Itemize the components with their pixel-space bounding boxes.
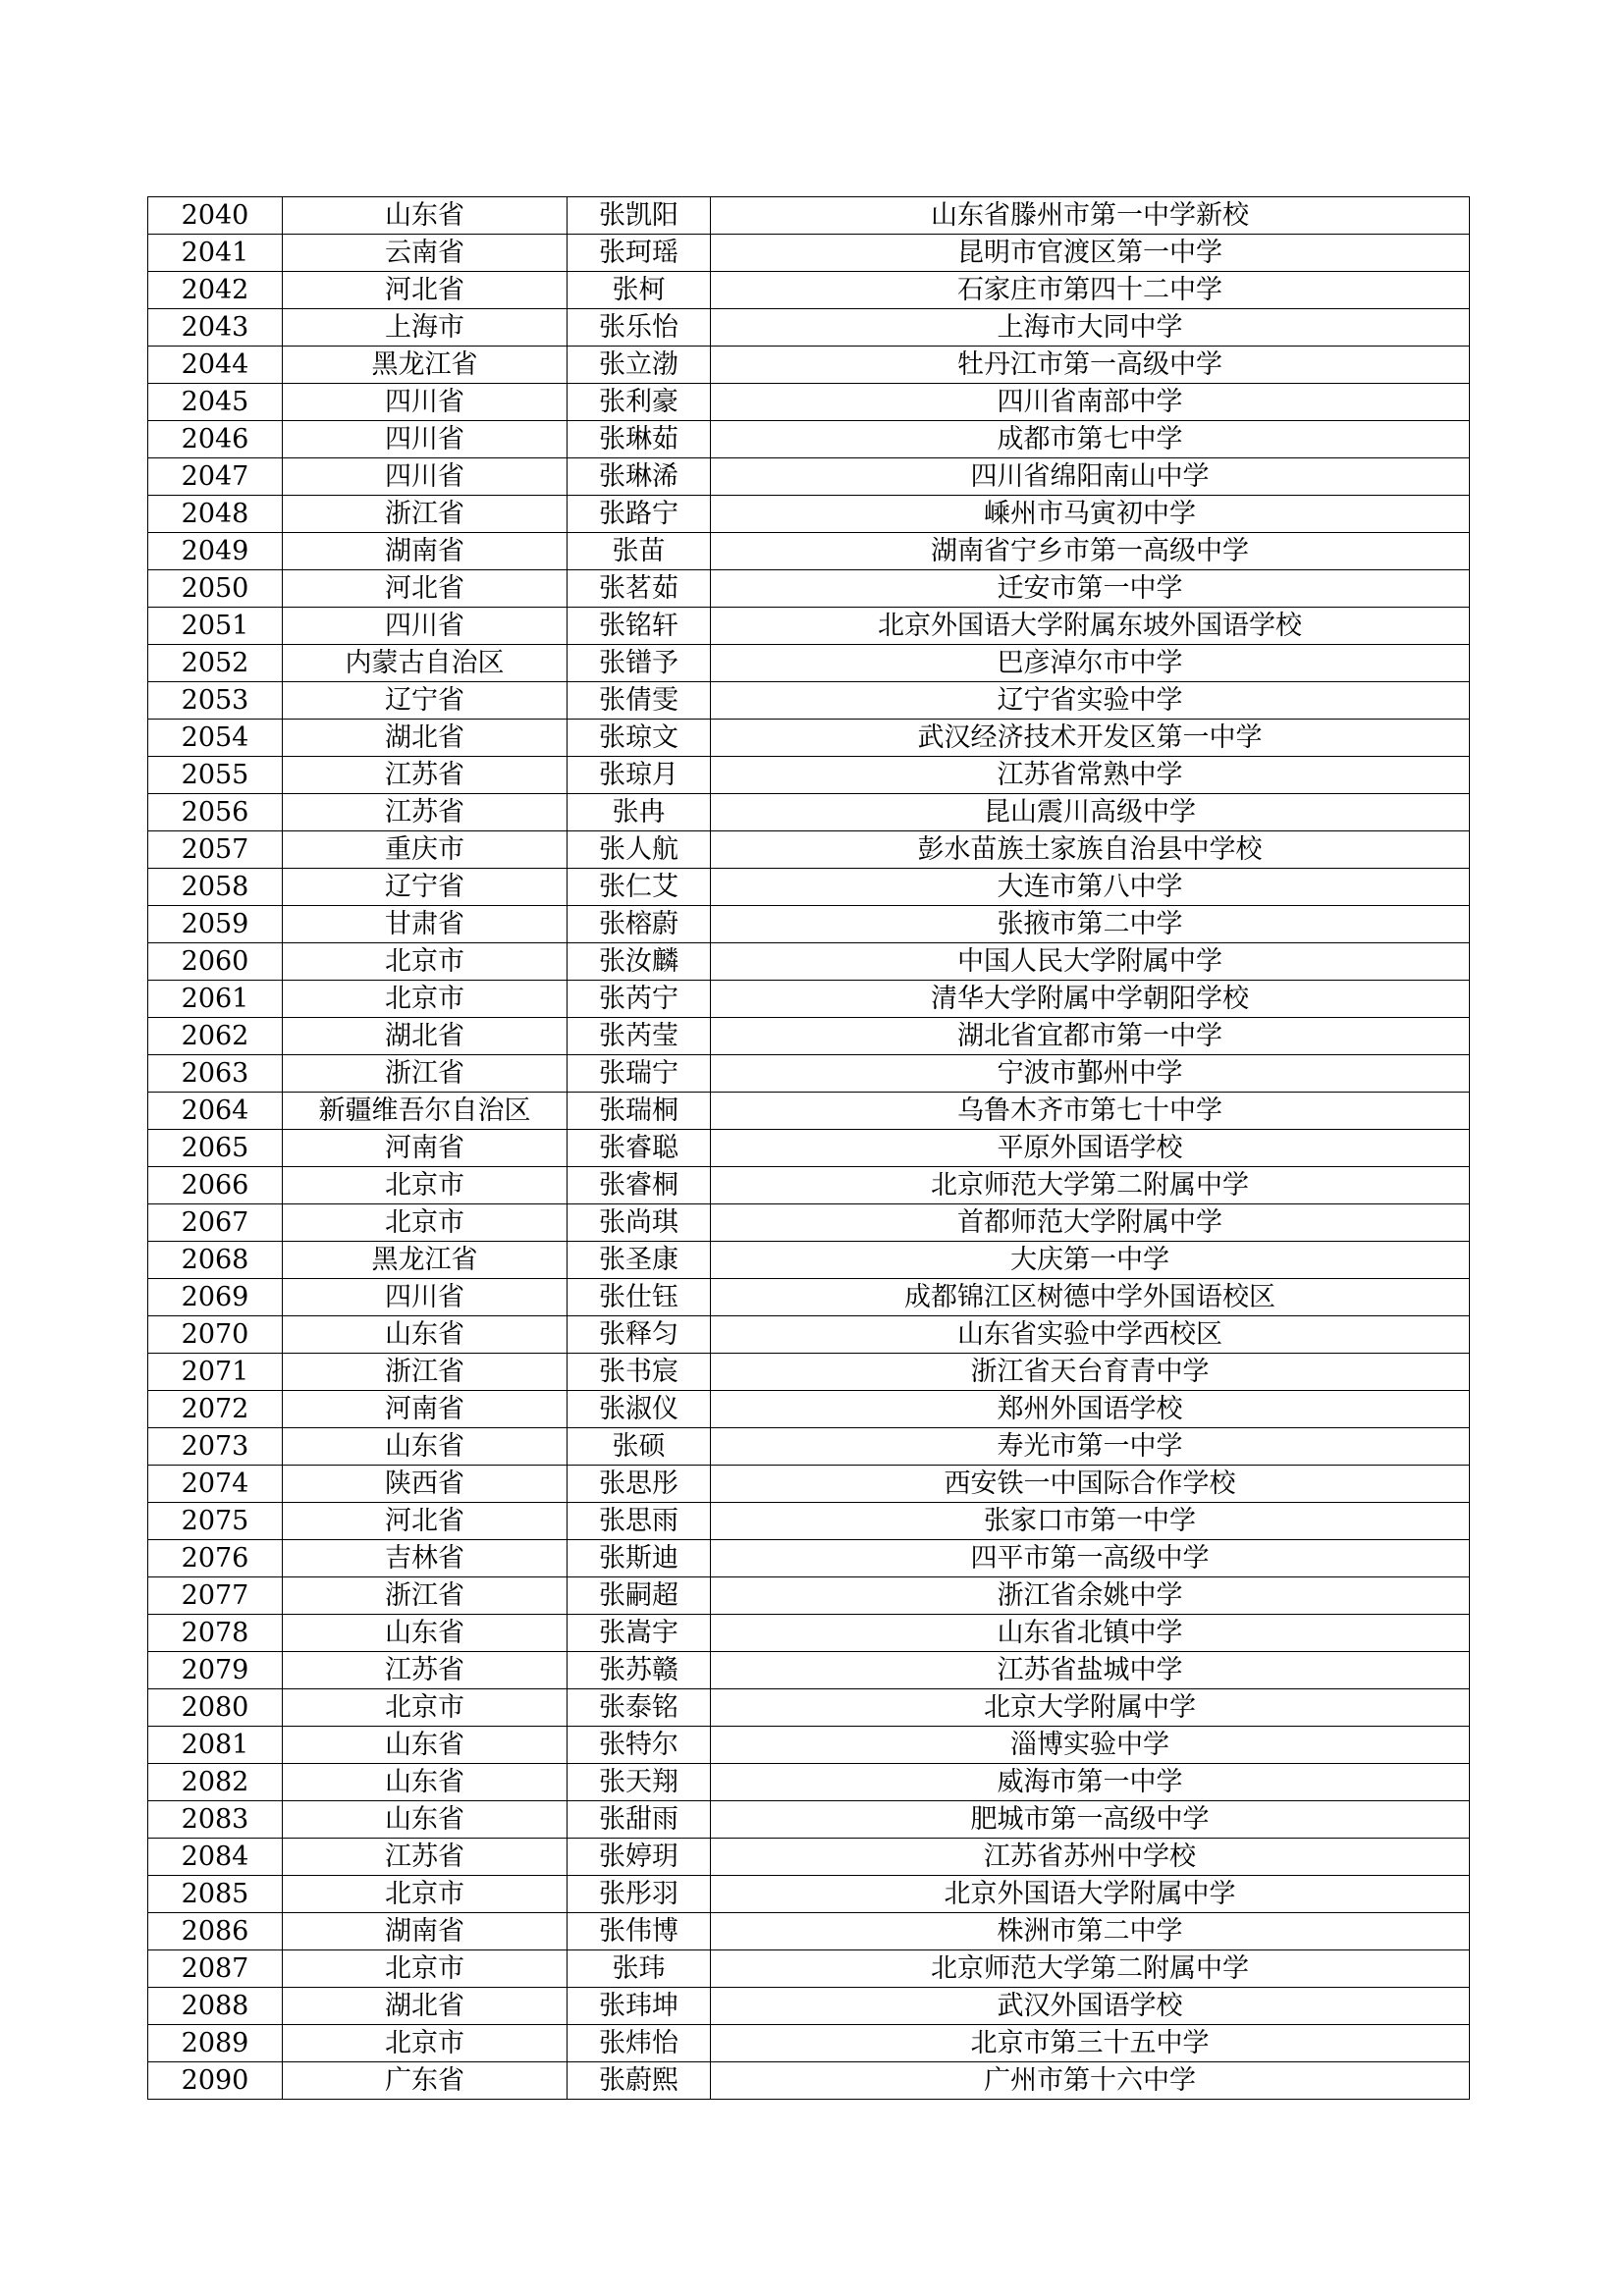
table-row <box>148 1354 1470 1391</box>
table-row <box>148 1615 1470 1652</box>
table-row <box>148 1839 1470 1876</box>
row-name: 张凯阳 <box>568 197 711 235</box>
row-name: 张瑞桐 <box>568 1093 711 1130</box>
table-row <box>148 1727 1470 1764</box>
row-number: 2056 <box>148 794 283 831</box>
table-row <box>148 458 1470 496</box>
row-number: 2059 <box>148 906 283 943</box>
row-school: 郑州外国语学校 <box>711 1391 1470 1428</box>
table-row <box>148 1988 1470 2025</box>
row-number: 2086 <box>148 1913 283 1950</box>
row-school: 嵊州市马寅初中学 <box>711 496 1470 533</box>
row-province: 四川省 <box>283 421 568 458</box>
row-name: 张乐怡 <box>568 309 711 347</box>
row-school: 大连市第八中学 <box>711 869 1470 906</box>
row-province: 河北省 <box>283 272 568 309</box>
row-school: 首都师范大学附属中学 <box>711 1204 1470 1242</box>
row-province: 湖北省 <box>283 1018 568 1055</box>
row-school: 张家口市第一中学 <box>711 1503 1470 1540</box>
table-row <box>148 869 1470 906</box>
row-school: 肥城市第一高级中学 <box>711 1801 1470 1839</box>
row-name: 张睿桐 <box>568 1167 711 1204</box>
row-province: 陕西省 <box>283 1466 568 1503</box>
row-name: 张睿聪 <box>568 1130 711 1167</box>
row-name: 张芮宁 <box>568 981 711 1018</box>
row-number: 2075 <box>148 1503 283 1540</box>
row-province: 辽宁省 <box>283 869 568 906</box>
row-province: 浙江省 <box>283 1354 568 1391</box>
row-province: 河北省 <box>283 570 568 608</box>
row-name: 张玮 <box>568 1950 711 1988</box>
row-province: 四川省 <box>283 384 568 421</box>
row-school: 彭水苗族土家族自治县中学校 <box>711 831 1470 869</box>
row-province: 辽宁省 <box>283 682 568 720</box>
row-name: 张伟博 <box>568 1913 711 1950</box>
row-school: 迁安市第一中学 <box>711 570 1470 608</box>
table-row <box>148 309 1470 347</box>
row-province: 四川省 <box>283 608 568 645</box>
row-province: 山东省 <box>283 197 568 235</box>
row-name: 张苗 <box>568 533 711 570</box>
row-number: 2049 <box>148 533 283 570</box>
row-province: 江苏省 <box>283 757 568 794</box>
row-number: 2076 <box>148 1540 283 1577</box>
table-row <box>148 1204 1470 1242</box>
row-school: 山东省实验中学西校区 <box>711 1316 1470 1354</box>
table-row <box>148 496 1470 533</box>
row-number: 2083 <box>148 1801 283 1839</box>
row-number: 2057 <box>148 831 283 869</box>
row-province: 广东省 <box>283 2062 568 2100</box>
row-name: 张婷玥 <box>568 1839 711 1876</box>
row-number: 2047 <box>148 458 283 496</box>
table-row <box>148 1689 1470 1727</box>
row-number: 2055 <box>148 757 283 794</box>
row-number: 2078 <box>148 1615 283 1652</box>
table-row <box>148 981 1470 1018</box>
row-school: 湖南省宁乡市第一高级中学 <box>711 533 1470 570</box>
roster-table <box>147 196 1470 2100</box>
row-number: 2046 <box>148 421 283 458</box>
row-school: 四平市第一高级中学 <box>711 1540 1470 1577</box>
table-row <box>148 570 1470 608</box>
row-name: 张蔚熙 <box>568 2062 711 2100</box>
row-name: 张立渤 <box>568 347 711 384</box>
row-school: 成都锦江区树德中学外国语校区 <box>711 1279 1470 1316</box>
row-number: 2065 <box>148 1130 283 1167</box>
row-number: 2044 <box>148 347 283 384</box>
row-province: 江苏省 <box>283 1839 568 1876</box>
row-name: 张炜怡 <box>568 2025 711 2062</box>
row-number: 2070 <box>148 1316 283 1354</box>
row-province: 江苏省 <box>283 794 568 831</box>
row-name: 张斯迪 <box>568 1540 711 1577</box>
row-name: 张泰铭 <box>568 1689 711 1727</box>
row-name: 张甜雨 <box>568 1801 711 1839</box>
table-row <box>148 608 1470 645</box>
table-row <box>148 720 1470 757</box>
table-row <box>148 1503 1470 1540</box>
row-province: 湖南省 <box>283 533 568 570</box>
row-name: 张人航 <box>568 831 711 869</box>
table-row <box>148 906 1470 943</box>
row-number: 2067 <box>148 1204 283 1242</box>
row-name: 张仕钰 <box>568 1279 711 1316</box>
row-name: 张书宸 <box>568 1354 711 1391</box>
row-number: 2074 <box>148 1466 283 1503</box>
row-number: 2079 <box>148 1652 283 1689</box>
row-province: 四川省 <box>283 1279 568 1316</box>
row-province: 山东省 <box>283 1727 568 1764</box>
row-name: 张尚琪 <box>568 1204 711 1242</box>
row-school: 清华大学附属中学朝阳学校 <box>711 981 1470 1018</box>
row-school: 江苏省盐城中学 <box>711 1652 1470 1689</box>
row-school: 武汉经济技术开发区第一中学 <box>711 720 1470 757</box>
table-row <box>148 1428 1470 1466</box>
row-name: 张天翔 <box>568 1764 711 1801</box>
row-province: 四川省 <box>283 458 568 496</box>
table-row <box>148 1167 1470 1204</box>
row-name: 张瑞宁 <box>568 1055 711 1093</box>
table-row <box>148 682 1470 720</box>
row-number: 2043 <box>148 309 283 347</box>
row-school: 山东省北镇中学 <box>711 1615 1470 1652</box>
row-name: 张释匀 <box>568 1316 711 1354</box>
row-name: 张苏赣 <box>568 1652 711 1689</box>
table-row <box>148 1652 1470 1689</box>
row-name: 张思雨 <box>568 1503 711 1540</box>
row-number: 2063 <box>148 1055 283 1093</box>
row-number: 2058 <box>148 869 283 906</box>
table-row <box>148 1391 1470 1428</box>
table-row <box>148 645 1470 682</box>
row-province: 北京市 <box>283 1950 568 1988</box>
table-row <box>148 1279 1470 1316</box>
row-number: 2069 <box>148 1279 283 1316</box>
row-number: 2045 <box>148 384 283 421</box>
row-province: 山东省 <box>283 1764 568 1801</box>
table-row <box>148 1876 1470 1913</box>
row-school: 北京外国语大学附属中学 <box>711 1876 1470 1913</box>
row-school: 北京师范大学第二附属中学 <box>711 1950 1470 1988</box>
row-school: 浙江省天台育青中学 <box>711 1354 1470 1391</box>
table-row <box>148 1130 1470 1167</box>
row-name: 张琳浠 <box>568 458 711 496</box>
row-number: 2051 <box>148 608 283 645</box>
row-number: 2048 <box>148 496 283 533</box>
row-school: 上海市大同中学 <box>711 309 1470 347</box>
row-province: 河北省 <box>283 1503 568 1540</box>
row-number: 2054 <box>148 720 283 757</box>
row-school: 中国人民大学附属中学 <box>711 943 1470 981</box>
row-school: 浙江省余姚中学 <box>711 1577 1470 1615</box>
row-school: 西安铁一中国际合作学校 <box>711 1466 1470 1503</box>
row-province: 重庆市 <box>283 831 568 869</box>
row-school: 四川省南部中学 <box>711 384 1470 421</box>
row-school: 广州市第十六中学 <box>711 2062 1470 2100</box>
row-name: 张琼月 <box>568 757 711 794</box>
row-name: 张淑仪 <box>568 1391 711 1428</box>
row-number: 2050 <box>148 570 283 608</box>
row-province: 山东省 <box>283 1615 568 1652</box>
row-province: 山东省 <box>283 1428 568 1466</box>
row-school: 寿光市第一中学 <box>711 1428 1470 1466</box>
row-province: 北京市 <box>283 1204 568 1242</box>
table-row <box>148 1540 1470 1577</box>
table-row <box>148 1055 1470 1093</box>
row-number: 2052 <box>148 645 283 682</box>
row-name: 张倩雯 <box>568 682 711 720</box>
row-province: 新疆维吾尔自治区 <box>283 1093 568 1130</box>
table-row <box>148 943 1470 981</box>
row-number: 2077 <box>148 1577 283 1615</box>
row-name: 张硕 <box>568 1428 711 1466</box>
row-number: 2084 <box>148 1839 283 1876</box>
row-school: 平原外国语学校 <box>711 1130 1470 1167</box>
table-row <box>148 1242 1470 1279</box>
row-name: 张冉 <box>568 794 711 831</box>
table-row <box>148 1466 1470 1503</box>
row-province: 黑龙江省 <box>283 347 568 384</box>
row-name: 张路宁 <box>568 496 711 533</box>
row-number: 2087 <box>148 1950 283 1988</box>
row-province: 甘肃省 <box>283 906 568 943</box>
row-school: 昆明市官渡区第一中学 <box>711 235 1470 272</box>
row-province: 河南省 <box>283 1130 568 1167</box>
table-row <box>148 1577 1470 1615</box>
table-row <box>148 235 1470 272</box>
row-school: 成都市第七中学 <box>711 421 1470 458</box>
row-province: 北京市 <box>283 2025 568 2062</box>
row-name: 张铭轩 <box>568 608 711 645</box>
row-province: 北京市 <box>283 943 568 981</box>
row-province: 山东省 <box>283 1316 568 1354</box>
row-province: 浙江省 <box>283 496 568 533</box>
row-name: 张圣康 <box>568 1242 711 1279</box>
row-school: 武汉外国语学校 <box>711 1988 1470 2025</box>
table-row <box>148 1950 1470 1988</box>
table-row <box>148 1018 1470 1055</box>
row-name: 张彤羽 <box>568 1876 711 1913</box>
table-row <box>148 2062 1470 2100</box>
row-school: 威海市第一中学 <box>711 1764 1470 1801</box>
row-school: 江苏省常熟中学 <box>711 757 1470 794</box>
table-row <box>148 1093 1470 1130</box>
row-province: 北京市 <box>283 981 568 1018</box>
row-school: 张掖市第二中学 <box>711 906 1470 943</box>
row-school: 株洲市第二中学 <box>711 1913 1470 1950</box>
row-province: 湖北省 <box>283 720 568 757</box>
row-number: 2042 <box>148 272 283 309</box>
row-name: 张芮莹 <box>568 1018 711 1055</box>
row-name: 张珂瑶 <box>568 235 711 272</box>
table-row <box>148 831 1470 869</box>
row-name: 张玮坤 <box>568 1988 711 2025</box>
row-number: 2073 <box>148 1428 283 1466</box>
row-number: 2085 <box>148 1876 283 1913</box>
row-number: 2072 <box>148 1391 283 1428</box>
row-number: 2090 <box>148 2062 283 2100</box>
row-province: 浙江省 <box>283 1055 568 1093</box>
row-number: 2068 <box>148 1242 283 1279</box>
row-school: 北京市第三十五中学 <box>711 2025 1470 2062</box>
row-province: 江苏省 <box>283 1652 568 1689</box>
row-province: 湖北省 <box>283 1988 568 2025</box>
row-name: 张仁艾 <box>568 869 711 906</box>
row-province: 内蒙古自治区 <box>283 645 568 682</box>
table-row <box>148 533 1470 570</box>
row-name: 张汝麟 <box>568 943 711 981</box>
row-number: 2064 <box>148 1093 283 1130</box>
row-school: 宁波市鄞州中学 <box>711 1055 1470 1093</box>
row-school: 北京大学附属中学 <box>711 1689 1470 1727</box>
table-row <box>148 347 1470 384</box>
row-number: 2089 <box>148 2025 283 2062</box>
row-school: 乌鲁木齐市第七十中学 <box>711 1093 1470 1130</box>
row-province: 上海市 <box>283 309 568 347</box>
row-number: 2081 <box>148 1727 283 1764</box>
row-province: 湖南省 <box>283 1913 568 1950</box>
row-name: 张嵩宇 <box>568 1615 711 1652</box>
row-school: 石家庄市第四十二中学 <box>711 272 1470 309</box>
row-school: 大庆第一中学 <box>711 1242 1470 1279</box>
row-name: 张思彤 <box>568 1466 711 1503</box>
row-name: 张琼文 <box>568 720 711 757</box>
row-school: 湖北省宜都市第一中学 <box>711 1018 1470 1055</box>
row-province: 吉林省 <box>283 1540 568 1577</box>
row-school: 北京外国语大学附属东坡外国语学校 <box>711 608 1470 645</box>
row-province: 北京市 <box>283 1689 568 1727</box>
table-row <box>148 272 1470 309</box>
row-name: 张镨予 <box>568 645 711 682</box>
table-row <box>148 2025 1470 2062</box>
row-number: 2071 <box>148 1354 283 1391</box>
row-number: 2088 <box>148 1988 283 2025</box>
row-school: 巴彦淖尔市中学 <box>711 645 1470 682</box>
row-school: 江苏省苏州中学校 <box>711 1839 1470 1876</box>
row-number: 2061 <box>148 981 283 1018</box>
row-province: 北京市 <box>283 1167 568 1204</box>
row-province: 北京市 <box>283 1876 568 1913</box>
row-province: 黑龙江省 <box>283 1242 568 1279</box>
table-row <box>148 1764 1470 1801</box>
row-school: 牡丹江市第一高级中学 <box>711 347 1470 384</box>
row-province: 山东省 <box>283 1801 568 1839</box>
table-row <box>148 384 1470 421</box>
row-number: 2062 <box>148 1018 283 1055</box>
row-province: 云南省 <box>283 235 568 272</box>
row-number: 2066 <box>148 1167 283 1204</box>
row-number: 2060 <box>148 943 283 981</box>
table-row <box>148 1316 1470 1354</box>
table-row <box>148 421 1470 458</box>
table-row <box>148 794 1470 831</box>
row-name: 张特尔 <box>568 1727 711 1764</box>
table-row <box>148 197 1470 235</box>
table-row <box>148 757 1470 794</box>
row-name: 张嗣超 <box>568 1577 711 1615</box>
row-school: 辽宁省实验中学 <box>711 682 1470 720</box>
row-name: 张榕蔚 <box>568 906 711 943</box>
row-number: 2082 <box>148 1764 283 1801</box>
row-name: 张茗茹 <box>568 570 711 608</box>
row-number: 2041 <box>148 235 283 272</box>
row-school: 四川省绵阳南山中学 <box>711 458 1470 496</box>
row-school: 昆山震川高级中学 <box>711 794 1470 831</box>
table-row <box>148 1913 1470 1950</box>
row-province: 河南省 <box>283 1391 568 1428</box>
row-number: 2053 <box>148 682 283 720</box>
row-province: 浙江省 <box>283 1577 568 1615</box>
row-school: 淄博实验中学 <box>711 1727 1470 1764</box>
table-row <box>148 1801 1470 1839</box>
row-number: 2040 <box>148 197 283 235</box>
row-school: 山东省滕州市第一中学新校 <box>711 197 1470 235</box>
row-number: 2080 <box>148 1689 283 1727</box>
row-name: 张利豪 <box>568 384 711 421</box>
roster-body <box>148 197 1470 2100</box>
row-name: 张柯 <box>568 272 711 309</box>
row-name: 张琳茹 <box>568 421 711 458</box>
row-school: 北京师范大学第二附属中学 <box>711 1167 1470 1204</box>
